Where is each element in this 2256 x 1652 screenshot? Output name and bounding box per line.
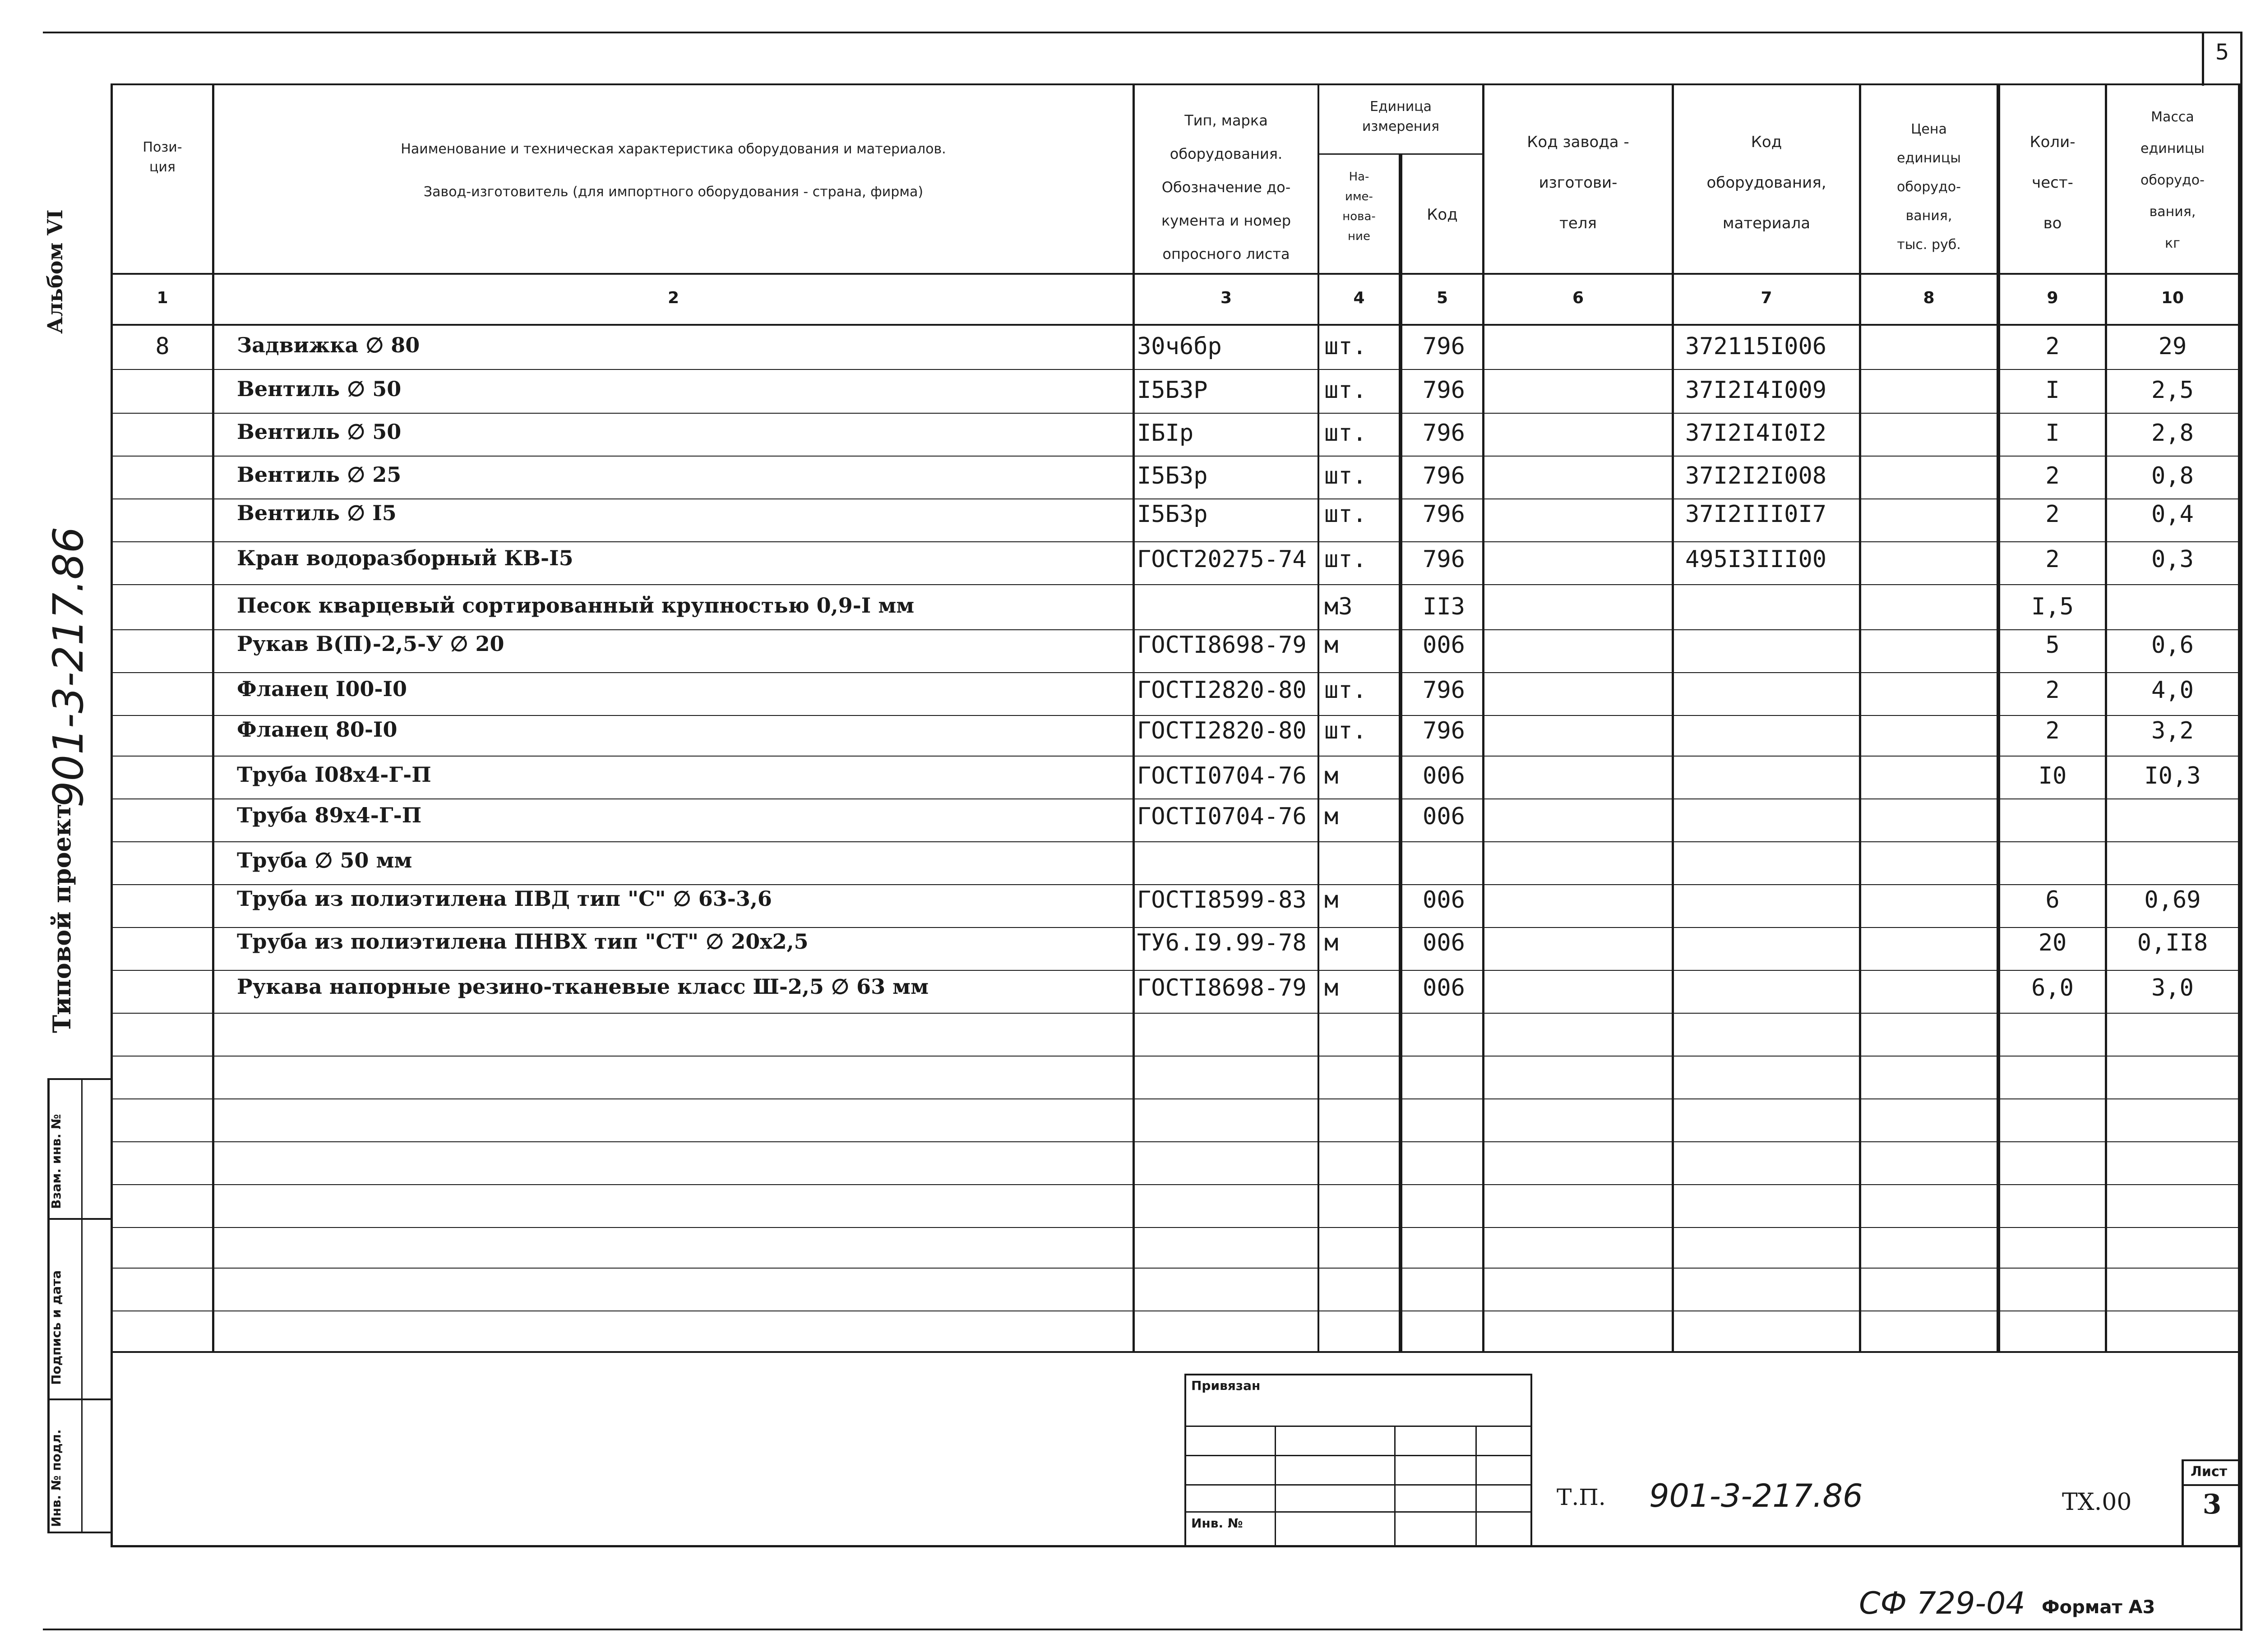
cell-mass: 29 xyxy=(2158,333,2187,360)
cell-unit: м xyxy=(1324,632,1339,659)
cell-mass: 3,0 xyxy=(2151,974,2194,1001)
cell-qty: 2 xyxy=(2045,333,2060,360)
cell-type: ГОСТI2820-80 xyxy=(1137,677,1307,704)
cell-type: ГОСТI2820-80 xyxy=(1137,717,1307,744)
tp-label: Т.П. xyxy=(1557,1484,1606,1510)
cell-mass: 0,3 xyxy=(2151,546,2194,573)
header-name-line2: Завод-изготовитель (для импортного оборудования - страна, фирма) xyxy=(423,184,924,200)
cell-type: IБIр xyxy=(1137,420,1194,447)
cell-mass: 0,II8 xyxy=(2137,929,2208,956)
cell-name: Труба ∅ 50 мм xyxy=(237,848,412,872)
col-number: 4 xyxy=(1353,289,1365,307)
project-label-vertical: Типовой проект xyxy=(47,803,76,1033)
cell-qty: 2 xyxy=(2045,677,2060,704)
cell-qty: 20 xyxy=(2038,929,2067,956)
cell-type: ГОСТI8698-79 xyxy=(1137,974,1307,1001)
col-number: 10 xyxy=(2161,289,2184,307)
bottom-note: СФ 729-04 xyxy=(1859,1586,2025,1621)
cell-unit: м xyxy=(1324,762,1339,789)
cell-code: 796 xyxy=(1423,717,1465,744)
side-field-inv: Инв. № подл. xyxy=(49,1429,64,1527)
cell-equip: 37I2I4I0I2 xyxy=(1685,420,1827,447)
cell-code: 796 xyxy=(1423,501,1465,528)
cell-name: Задвижка ∅ 80 xyxy=(237,333,420,357)
doc-code: ТХ.00 xyxy=(2062,1489,2132,1516)
cell-unit: м xyxy=(1324,886,1339,914)
cell-equip: 37I2III0I7 xyxy=(1685,501,1827,528)
cell-code: 006 xyxy=(1423,803,1465,830)
sheet-label: Лист xyxy=(2191,1464,2228,1480)
cell-equip: 372115I006 xyxy=(1685,333,1827,360)
cell-pos: 8 xyxy=(155,333,170,360)
header-manufacturer: Код завода - изготови- теля xyxy=(1527,133,1629,232)
cell-mass: I0,3 xyxy=(2144,762,2201,789)
col-number: 9 xyxy=(2047,289,2058,307)
cell-equip: 495I3III00 xyxy=(1685,546,1827,573)
cell-unit: шт. xyxy=(1324,677,1367,704)
col-number: 8 xyxy=(1923,289,1935,307)
page-number: 5 xyxy=(2215,40,2229,65)
cell-name: Труба из полиэтилена ПНВХ тип "СТ" ∅ 20х2,5 xyxy=(237,929,809,954)
cell-unit: м xyxy=(1324,974,1339,1001)
col-number: 3 xyxy=(1220,289,1232,307)
cell-name: Труба из полиэтилена ПВД тип "С" ∅ 63-3,6 xyxy=(237,886,772,911)
cell-code: 796 xyxy=(1423,546,1465,573)
cell-unit: м3 xyxy=(1324,593,1353,620)
header-price: Цена единицы оборудо- вания, тыс. руб. xyxy=(1897,121,1961,253)
cell-mass: 2,5 xyxy=(2151,377,2194,404)
cell-type: ГОСТ20275-74 xyxy=(1137,546,1307,573)
cell-unit: шт. xyxy=(1324,377,1367,404)
cell-mass: 0,4 xyxy=(2151,501,2194,528)
col-number: 6 xyxy=(1572,289,1584,307)
cell-type: ТУ6.I9.99-78 xyxy=(1137,929,1307,956)
cell-code: 796 xyxy=(1423,462,1465,489)
cell-name: Фланец 80-I0 xyxy=(237,717,398,742)
cell-type: I5Б3Р xyxy=(1137,377,1208,404)
cell-name: Вентиль ∅ I5 xyxy=(237,501,397,525)
cell-mass: 0,69 xyxy=(2144,886,2201,914)
col-number: 7 xyxy=(1761,289,1772,307)
col-number: 1 xyxy=(157,289,168,307)
cell-code: 006 xyxy=(1423,929,1465,956)
header-unit-code: Код xyxy=(1427,206,1458,224)
cell-code: II3 xyxy=(1423,593,1465,620)
header-equip-code: Код оборудования, материала xyxy=(1706,133,1826,232)
cell-mass: 4,0 xyxy=(2151,677,2194,704)
cell-type: ГОСТI8698-79 xyxy=(1137,632,1307,659)
cell-qty: 2 xyxy=(2045,501,2060,528)
cell-code: 796 xyxy=(1423,420,1465,447)
cell-unit: м xyxy=(1324,929,1339,956)
cell-mass: 3,2 xyxy=(2151,717,2194,744)
cell-name: Вентиль ∅ 25 xyxy=(237,462,402,487)
cell-code: 006 xyxy=(1423,762,1465,789)
cell-name: Труба I08х4-Г-П xyxy=(237,762,431,787)
cell-type: ГОСТI0704-76 xyxy=(1137,803,1307,830)
cell-unit: шт. xyxy=(1324,501,1367,528)
cell-code: 006 xyxy=(1423,632,1465,659)
header-qty: Коли- чест- во xyxy=(2029,133,2076,232)
bound-label: Привязан xyxy=(1191,1378,1261,1393)
cell-unit: шт. xyxy=(1324,420,1367,447)
cell-qty: 2 xyxy=(2045,717,2060,744)
cell-unit: шт. xyxy=(1324,333,1367,360)
side-field-replace: Взам. инв. № xyxy=(49,1114,64,1209)
col-number: 5 xyxy=(1436,289,1448,307)
header-type: Тип, марка оборудования. Обозначение до- кумента и номер опросного листа xyxy=(1161,112,1291,263)
cell-equip: 37I2I2I008 xyxy=(1685,462,1827,489)
cell-code: 796 xyxy=(1423,333,1465,360)
cell-code: 796 xyxy=(1423,677,1465,704)
side-field-sign: Подпись и дата xyxy=(49,1270,64,1385)
cell-unit: шт. xyxy=(1324,717,1367,744)
cell-name: Кран водоразборный КВ-I5 xyxy=(237,546,573,570)
cell-qty: I xyxy=(2045,377,2060,404)
cell-unit: шт. xyxy=(1324,462,1367,489)
cell-mass: 0,8 xyxy=(2151,462,2194,489)
cell-name: Рукава напорные резино-тканевые класс Ш-2,5 ∅ 63 мм xyxy=(237,974,929,999)
cell-code: 006 xyxy=(1423,974,1465,1001)
cell-unit: м xyxy=(1324,803,1339,830)
cell-name: Песок кварцевый сортированный крупностью 0,9-I мм xyxy=(237,593,915,618)
format-label: Формат А3 xyxy=(2042,1597,2155,1618)
sheet-number: 3 xyxy=(2202,1489,2222,1520)
tp-number: 901-3-217.86 xyxy=(1649,1477,1863,1514)
cell-name: Рукав В(П)-2,5-У ∅ 20 xyxy=(237,632,504,656)
header-unit-name: На- име- нова- ние xyxy=(1342,170,1376,243)
cell-name: Труба 89х4-Г-П xyxy=(237,803,422,827)
cell-name: Фланец I00-I0 xyxy=(237,677,407,701)
cell-name: Вентиль ∅ 50 xyxy=(237,420,402,444)
album-label: Альбом VI xyxy=(43,209,67,334)
header-mass: Масса единицы оборудо- вания, кг xyxy=(2140,109,2205,251)
cell-type: ГОСТI8599-83 xyxy=(1137,886,1307,914)
cell-unit: шт. xyxy=(1324,546,1367,573)
cell-code: 006 xyxy=(1423,886,1465,914)
header-name-line1: Наименование и техническая характеристика оборудования и материалов. xyxy=(401,141,946,157)
cell-qty: 2 xyxy=(2045,546,2060,573)
cell-qty: I xyxy=(2045,420,2060,447)
header-position: Пози- ция xyxy=(143,139,182,175)
cell-qty: 2 xyxy=(2045,462,2060,489)
project-number-vertical: 901-3-217.86 xyxy=(44,526,92,808)
cell-qty: 5 xyxy=(2045,632,2060,659)
cell-qty: I0 xyxy=(2038,762,2067,789)
cell-code: 796 xyxy=(1423,377,1465,404)
cell-type: ГОСТI0704-76 xyxy=(1137,762,1307,789)
cell-qty: I,5 xyxy=(2031,593,2074,620)
cell-mass: 0,6 xyxy=(2151,632,2194,659)
cell-type: I5Б3р xyxy=(1137,462,1208,489)
header-unit-group: Единица измерения xyxy=(1362,99,1440,134)
cell-type: I5Б3р xyxy=(1137,501,1208,528)
cell-type: 30ч6бр xyxy=(1137,333,1222,360)
col-number: 2 xyxy=(667,289,680,307)
cell-equip: 37I2I4I009 xyxy=(1685,377,1827,404)
inv-label: Инв. № xyxy=(1191,1516,1243,1531)
cell-qty: 6,0 xyxy=(2031,974,2074,1001)
cell-mass: 2,8 xyxy=(2151,420,2194,447)
cell-qty: 6 xyxy=(2045,886,2060,914)
cell-name: Вентиль ∅ 50 xyxy=(237,377,402,401)
